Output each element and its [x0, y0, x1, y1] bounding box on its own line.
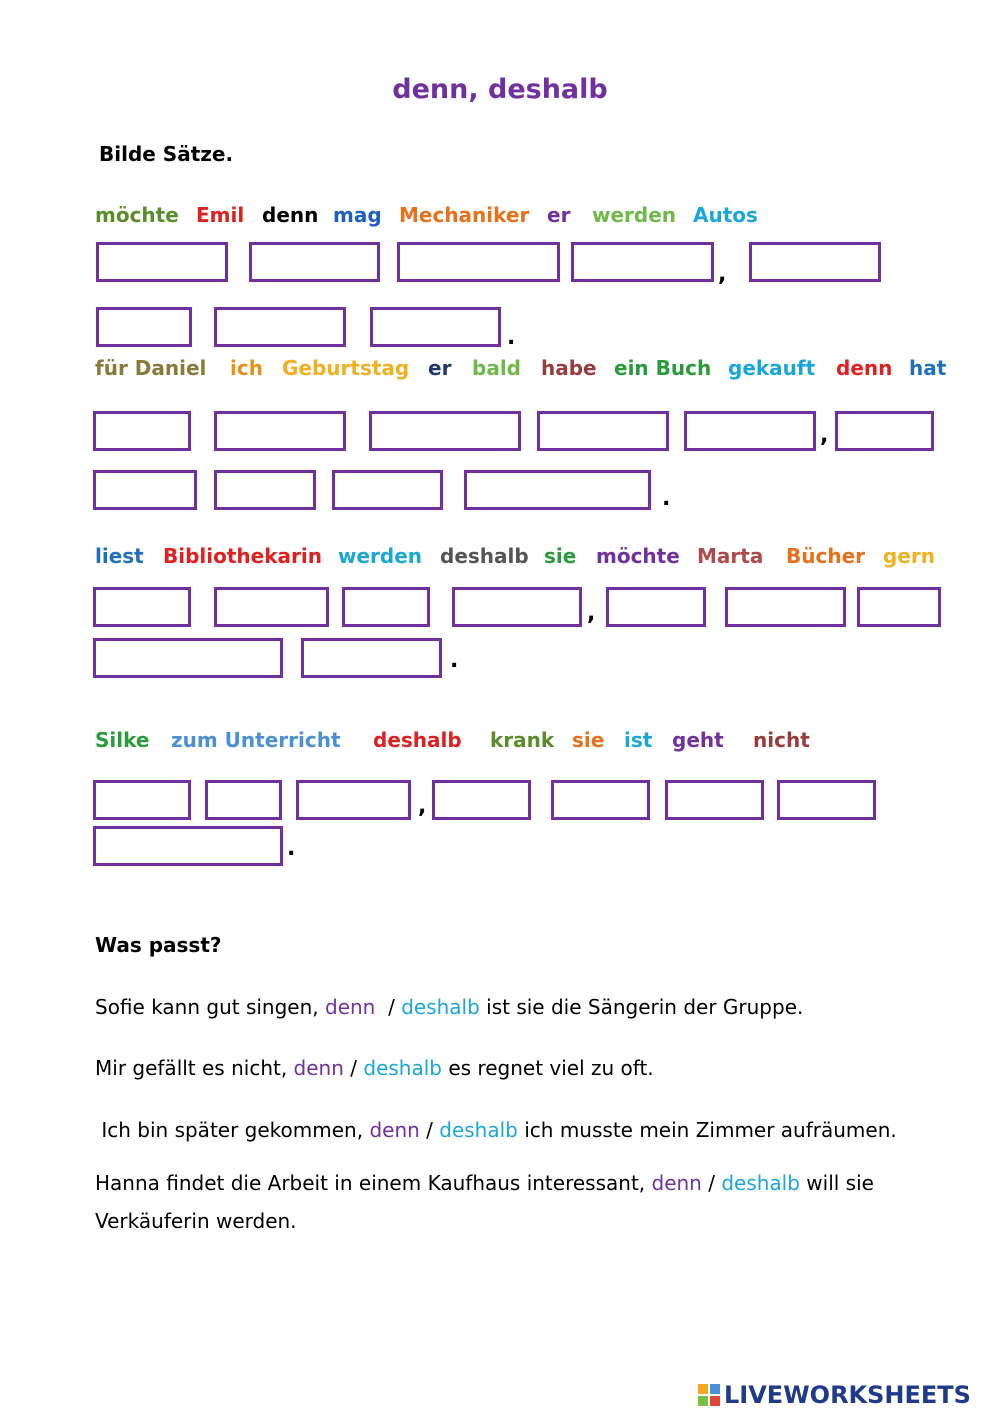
comma: , [718, 262, 727, 287]
answer-drop-box[interactable] [777, 780, 876, 820]
word-tile[interactable]: zum Unterricht [171, 728, 341, 752]
word-tile[interactable]: deshalb [373, 728, 462, 752]
choice-sentence [95, 1056, 654, 1080]
answer-drop-box[interactable] [249, 242, 380, 282]
separator: / [350, 1056, 358, 1080]
answer-drop-box[interactable] [369, 411, 521, 451]
answer-drop-box[interactable] [96, 242, 228, 282]
word-tile[interactable]: gern [883, 544, 935, 568]
option-denn[interactable]: denn [369, 1118, 420, 1142]
word-tile[interactable]: Bibliothekarin [163, 544, 322, 568]
word-tile[interactable]: ein Buch [614, 356, 712, 380]
answer-drop-box[interactable] [205, 780, 282, 820]
word-tile[interactable]: mag [333, 203, 382, 227]
option-denn[interactable]: denn [651, 1171, 702, 1195]
exercise2-heading: Was passt? [95, 933, 222, 957]
period: . [287, 836, 296, 861]
answer-drop-box[interactable] [301, 638, 442, 678]
answer-drop-box[interactable] [432, 780, 531, 820]
sentence-text: Ich bin später gekommen, [95, 1118, 370, 1142]
word-tile[interactable]: Marta [697, 544, 764, 568]
word-tile[interactable]: nicht [753, 728, 810, 752]
sentence-text: Mir gefällt es nicht, [95, 1056, 294, 1080]
separator: / [388, 995, 395, 1019]
comma: , [418, 794, 427, 819]
sentence-text: Sofie kann gut singen, [95, 995, 325, 1019]
word-tile[interactable]: werden [592, 203, 677, 227]
choice-sentence [95, 995, 803, 1019]
word-tile[interactable]: Mechaniker [399, 203, 530, 227]
word-tile[interactable]: denn [836, 356, 893, 380]
answer-drop-box[interactable] [749, 242, 881, 282]
option-denn[interactable]: denn [293, 1056, 344, 1080]
answer-drop-box[interactable] [857, 587, 941, 627]
sentence-text: Hanna findet die Arbeit in einem Kaufhaus interessant, [95, 1171, 652, 1195]
page-title: denn, deshalb [392, 74, 608, 105]
word-tile[interactable]: Bücher [786, 544, 866, 568]
option-deshalb[interactable]: deshalb [363, 1056, 442, 1080]
answer-drop-box[interactable] [835, 411, 934, 451]
answer-drop-box[interactable] [214, 411, 346, 451]
word-tile[interactable]: Autos [693, 203, 758, 227]
answer-drop-box[interactable] [93, 411, 191, 451]
answer-drop-box[interactable] [452, 587, 582, 627]
word-tile[interactable]: für Daniel [95, 356, 207, 380]
period: . [507, 325, 516, 350]
logo-text: LIVEWORKSHEETS [724, 1381, 971, 1409]
period: . [450, 648, 459, 673]
sentence-text: ist sie die Sängerin der Gruppe. [479, 995, 804, 1019]
word-tile[interactable]: liest [95, 544, 144, 568]
answer-drop-box[interactable] [606, 587, 706, 627]
comma: , [820, 423, 829, 448]
option-deshalb[interactable]: deshalb [439, 1118, 518, 1142]
sentence-text: will sie [799, 1171, 874, 1195]
word-tile[interactable]: ich [230, 356, 263, 380]
word-tile[interactable]: Emil [196, 203, 245, 227]
answer-drop-box[interactable] [296, 780, 411, 820]
answer-drop-box[interactable] [342, 587, 430, 627]
word-tile[interactable]: gekauft [728, 356, 816, 380]
option-denn[interactable]: denn [325, 995, 376, 1019]
word-tile[interactable]: geht [672, 728, 724, 752]
word-tile[interactable]: möchte [596, 544, 680, 568]
comma: , [587, 601, 596, 626]
period: . [662, 486, 671, 511]
answer-drop-box[interactable] [214, 470, 316, 510]
word-tile[interactable]: denn [262, 203, 319, 227]
answer-drop-box[interactable] [551, 780, 650, 820]
sentence-continuation: Verkäuferin werden. [95, 1209, 297, 1233]
answer-drop-box[interactable] [93, 826, 283, 866]
choice-sentence [95, 1118, 897, 1142]
choice-sentence [95, 1171, 874, 1195]
word-tile[interactable]: werden [338, 544, 423, 568]
answer-drop-box[interactable] [93, 780, 191, 820]
option-deshalb[interactable]: deshalb [401, 995, 480, 1019]
logo-icon [698, 1384, 720, 1406]
word-tile[interactable]: deshalb [440, 544, 529, 568]
answer-drop-box[interactable] [93, 638, 283, 678]
answer-drop-box[interactable] [537, 411, 669, 451]
word-tile[interactable]: er [428, 356, 452, 380]
answer-drop-box[interactable] [464, 470, 651, 510]
sentence-text: ich musste mein Zimmer aufräumen. [517, 1118, 897, 1142]
liveworksheets-logo [698, 1380, 971, 1410]
answer-drop-box[interactable] [665, 780, 764, 820]
word-tile[interactable]: er [547, 203, 571, 227]
answer-drop-box[interactable] [725, 587, 846, 627]
separator: / [708, 1171, 715, 1195]
answer-drop-box[interactable] [214, 307, 346, 347]
word-tile[interactable]: bald [472, 356, 521, 380]
answer-drop-box[interactable] [332, 470, 443, 510]
word-tile[interactable]: ist [624, 728, 653, 752]
word-tile[interactable]: habe [541, 356, 597, 380]
word-tile[interactable]: hat [909, 356, 947, 380]
separator: / [426, 1118, 433, 1142]
answer-drop-box[interactable] [214, 587, 329, 627]
answer-drop-box[interactable] [93, 587, 191, 627]
answer-drop-box[interactable] [93, 470, 197, 510]
word-tile[interactable]: möchte [95, 203, 179, 227]
answer-drop-box[interactable] [397, 242, 560, 282]
word-tile[interactable]: krank [490, 728, 555, 752]
sentence-text: es regnet viel zu oft. [441, 1056, 654, 1080]
word-tile[interactable]: sie [572, 728, 605, 752]
answer-drop-box[interactable] [571, 242, 714, 282]
option-deshalb[interactable]: deshalb [721, 1171, 800, 1195]
word-tile[interactable]: Silke [95, 728, 150, 752]
instruction: Bilde Sätze. [99, 142, 234, 166]
answer-drop-box[interactable] [370, 307, 501, 347]
word-tile[interactable]: sie [544, 544, 577, 568]
answer-drop-box[interactable] [684, 411, 816, 451]
word-tile[interactable]: Geburtstag [282, 356, 410, 380]
answer-drop-box[interactable] [96, 307, 192, 347]
